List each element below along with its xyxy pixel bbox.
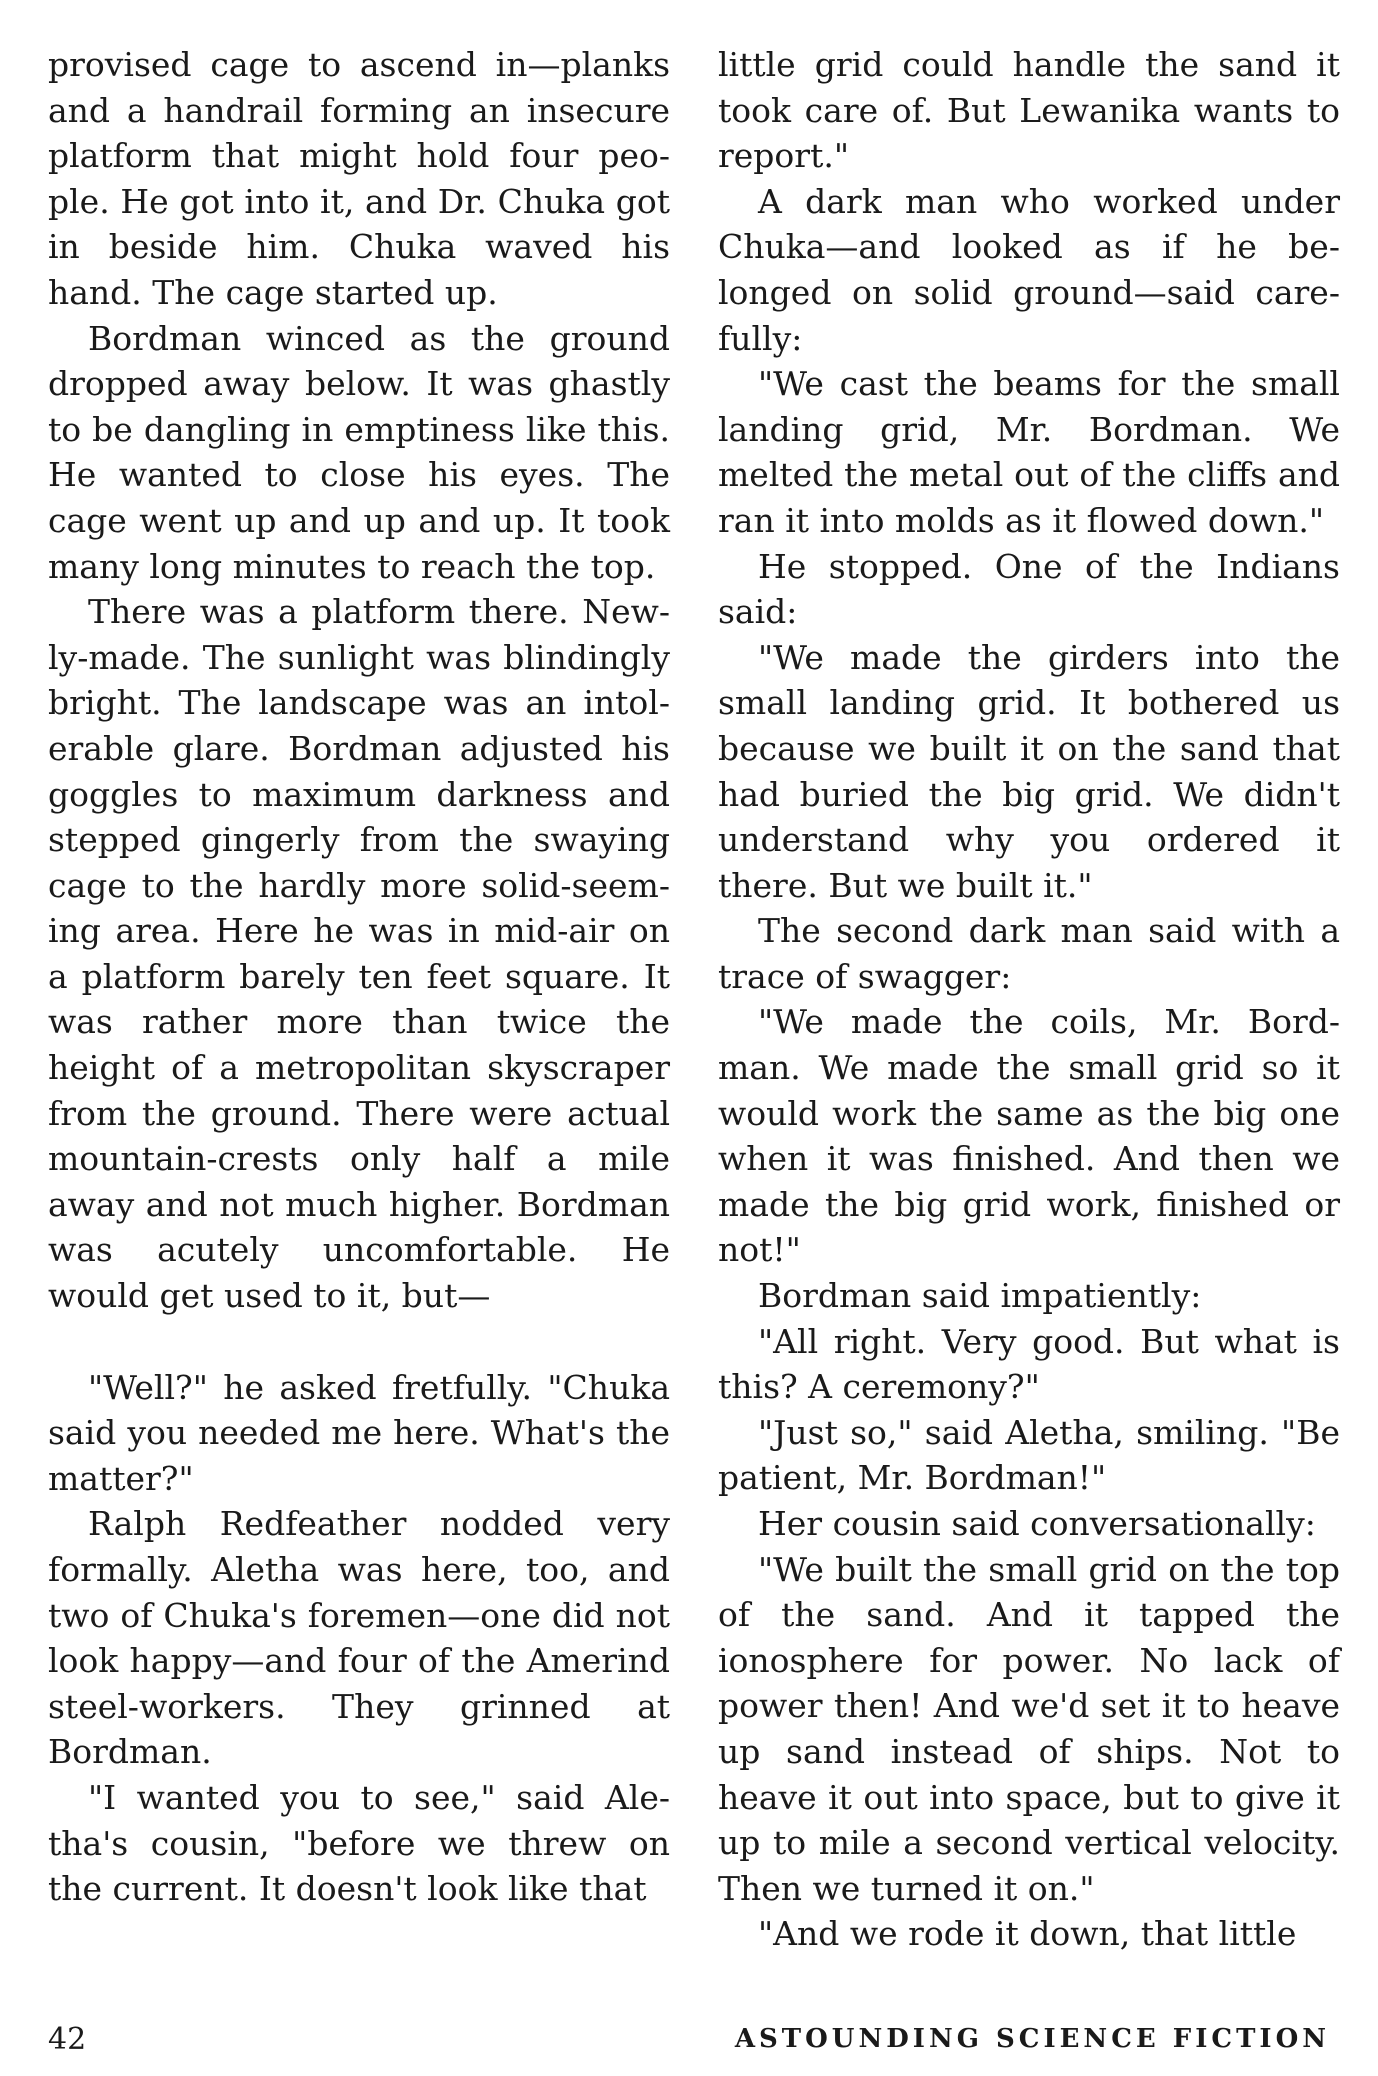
paragraph: "We made the girders into the small landing grid. It bothered us because we built it on the sand that had buried the big grid. We didn't understand why you ordered it there. But we built it." <box>718 637 1340 905</box>
paragraph: A dark man who worked under Chuka—and looked as if he be-longed on solid ground—said care-fully: <box>718 181 1340 358</box>
paragraph: little grid could handle the sand it took care of. But Lewanika wants to report." <box>718 45 1340 176</box>
paragraph: He stopped. One of the Indians said: <box>718 546 1340 632</box>
running-footer-title: ASTOUNDING SCIENCE FICTION <box>734 2024 1330 2054</box>
paragraph: "Just so," said Aletha, smiling. "Be patient, Mr. Bordman!" <box>718 1412 1340 1498</box>
paragraph: "I wanted you to see," said Ale-tha's cousin, "before we threw on the current. It doesn't look like that <box>48 1777 670 1909</box>
paragraph: Ralph Redfeather nodded very formally. Aletha was here, too, and two of Chuka's foremen—one did not look happy—and four of the Amerind steel-workers. They grinned at Bordman. <box>48 1504 670 1772</box>
page-number: 42 <box>48 2022 87 2057</box>
paragraph: "All right. Very good. But what is this? A ceremony?" <box>718 1321 1340 1407</box>
section-break <box>48 1319 670 1365</box>
paragraph: There was a platform there. New-ly-made. The sunlight was blindingly bright. The landscape was an intol-erable glare. Bordman adjusted his goggles to maximum darkness and stepped gingerly from the swaying cage to the hardly more solid-seem-ing area. Here he was in mid-air on a platform barely ten feet square. It was rather more than twice the height of a metropolitan skyscraper from the ground. There were actual mountain-crests only half a mile away and not much higher. Bordman was acutely uncomfortable. He would get used to it, but— <box>48 592 670 1316</box>
left-text-column <box>48 42 670 1912</box>
paragraph: The second dark man said with a trace of swagger: <box>718 911 1340 996</box>
paragraph: Her cousin said conversationally: <box>758 1504 1316 1543</box>
paragraph: "We built the small grid on the top of the sand. And it tapped the ionosphere for power. No lack of power then! And we'd set it to heave up sand instead of ships. Not to heave it out into space, but to give it up to mile a second vertical velocity. Then we turned it on." <box>718 1549 1340 1908</box>
paragraph: "We cast the beams for the small landing grid, Mr. Bordman. We melted the metal out of the cliffs and ran it into molds as it flowed down." <box>718 364 1340 540</box>
paragraph: "We made the coils, Mr. Bord-man. We made the small grid so it would work the same as the big one when it was finished. And then we made the big grid work, finished or not!" <box>718 1002 1340 1270</box>
paragraph: "Well?" he asked fretfully. "Chuka said you needed me here. What's the matter?" <box>48 1367 670 1498</box>
paragraph: "And we rode it down, that little <box>758 1914 1297 1954</box>
paragraph: provised cage to ascend in—planks and a handrail forming an insecure platform that might hold four peo-ple. He got into it, and Dr. Chuka got in beside him. Chuka waved his hand. The cage started up. <box>48 45 670 312</box>
paragraph: Bordman said impatiently: <box>758 1276 1202 1316</box>
paragraph: Bordman winced as the ground dropped away below. It was ghastly to be dangling in emptiness like this. He wanted to close his eyes. The cage went up and up and up. It took many long minutes to reach the top. <box>48 318 670 586</box>
right-text-column <box>718 42 1340 1957</box>
page-footer <box>48 2022 1330 2062</box>
